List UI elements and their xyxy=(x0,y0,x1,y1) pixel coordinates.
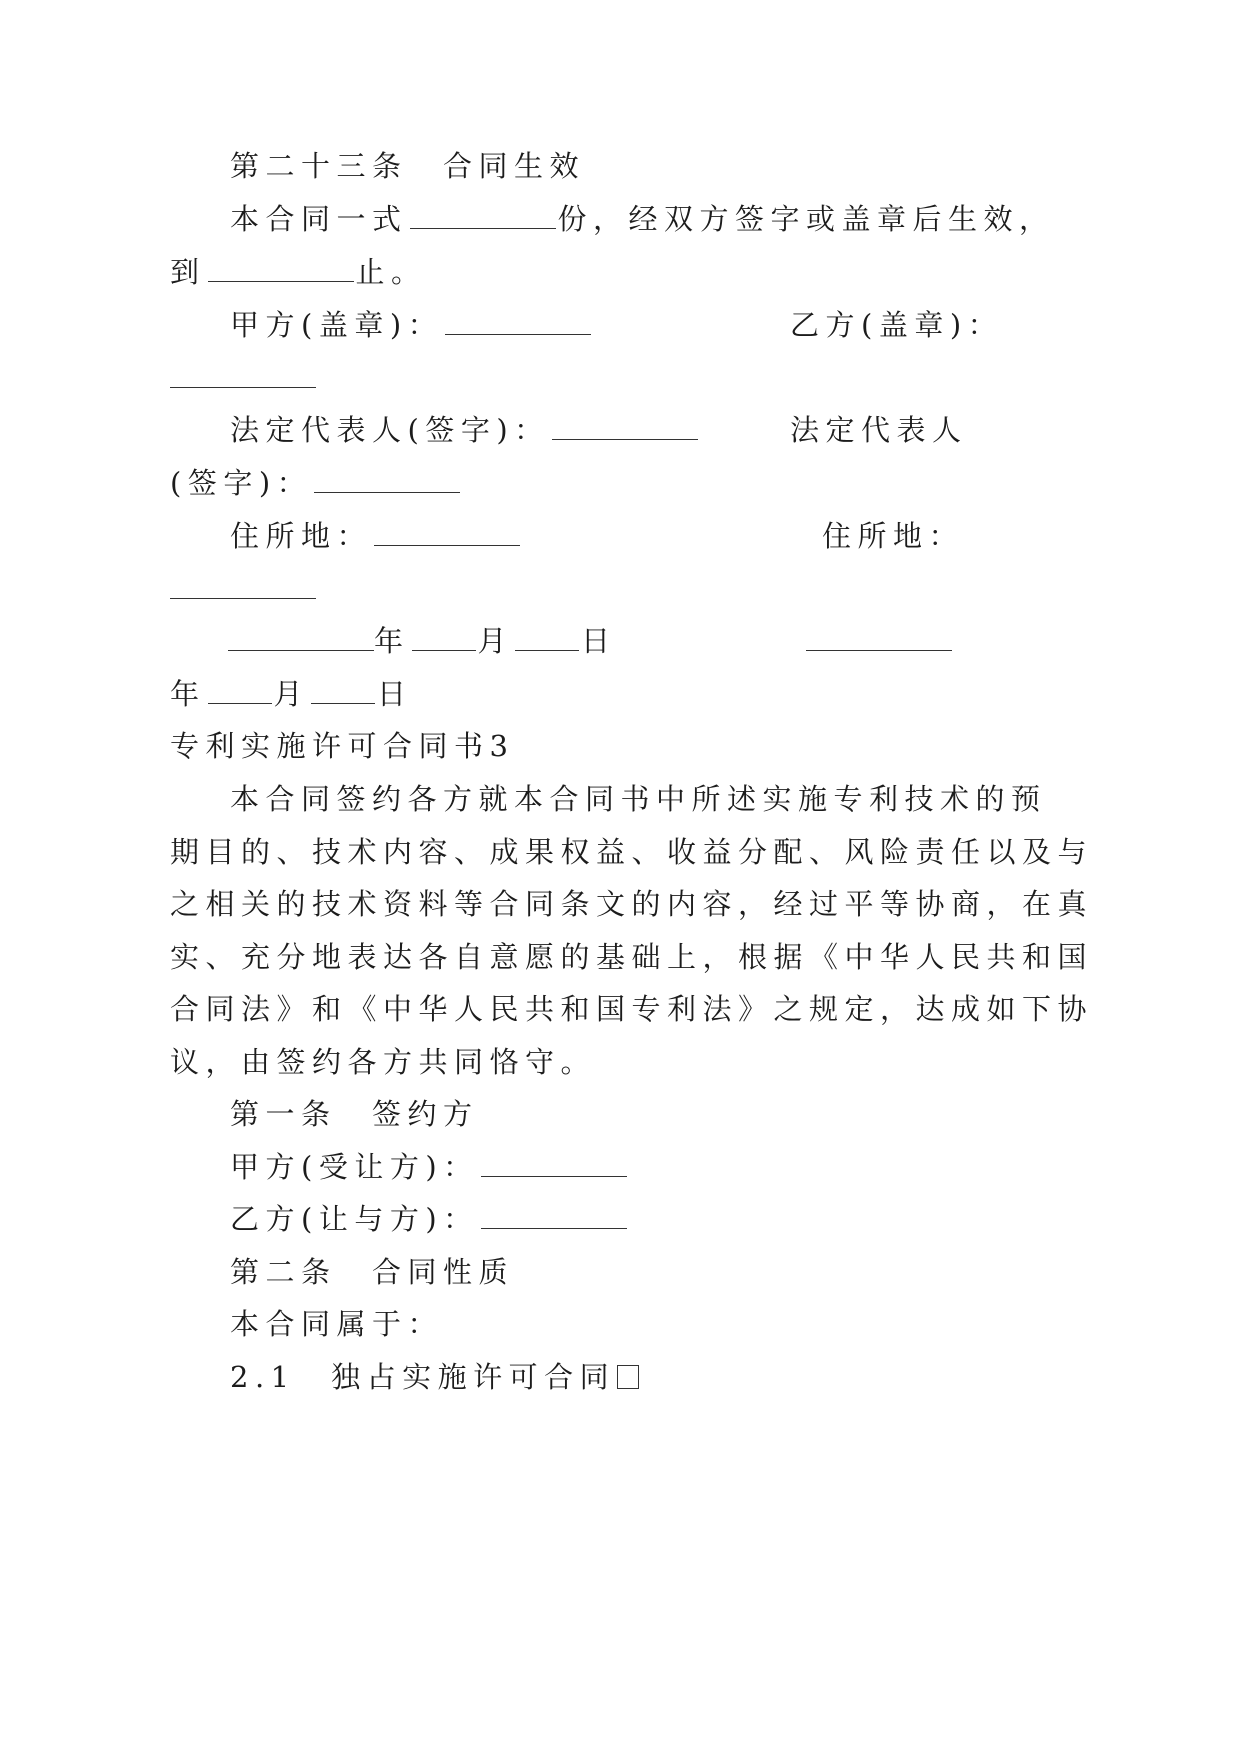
licensor-label: 乙方(让与方)： xyxy=(230,1202,479,1236)
article-23-paragraph-line-2 xyxy=(170,252,427,292)
text-segment: 本合同一式 xyxy=(230,202,408,236)
article-2-item-1-line xyxy=(230,1357,639,1397)
text-segment: 到 xyxy=(170,255,206,289)
party-a-seal-line xyxy=(230,305,593,345)
preamble-line-5: 合同法》和《中华人民共和国专利法》之规定，达成如下协 xyxy=(170,992,1094,1026)
exclusive-license-label: 2.1 独占实施许可合同 xyxy=(230,1360,616,1394)
party-a-seal-blank[interactable] xyxy=(445,310,591,335)
preamble-line-3: 之相关的技术资料等合同条文的内容，经过平等协商，在真 xyxy=(170,887,1094,921)
address-b-blank[interactable] xyxy=(170,574,316,599)
date-a-line xyxy=(228,621,617,661)
section-title: 专利实施许可合同书3 xyxy=(170,729,515,763)
year-label: 年 xyxy=(374,624,410,658)
day-label: 日 xyxy=(377,677,413,711)
article-1-party-a-line xyxy=(230,1147,629,1187)
date-a-month-blank[interactable] xyxy=(412,626,476,651)
licensee-blank[interactable] xyxy=(481,1152,627,1177)
date-a-year-blank[interactable] xyxy=(228,626,374,651)
article-23-title: 第二十三条 合同生效 xyxy=(230,149,586,183)
copies-blank[interactable] xyxy=(410,204,556,229)
legal-rep-a-label: 法定代表人(签字)： xyxy=(230,413,550,447)
legal-rep-b-label-cont: (签字)： xyxy=(170,466,313,500)
party-b-seal-line xyxy=(170,358,316,398)
article-23-paragraph-line-1 xyxy=(230,199,1055,239)
licensor-blank[interactable] xyxy=(481,1204,627,1229)
party-a-seal-label: 甲方(盖章)： xyxy=(230,308,444,342)
address-b-label: 住所地： xyxy=(822,519,965,553)
text-segment: 份，经双方签字或盖章后生效， xyxy=(557,202,1055,236)
address-a-line xyxy=(230,516,522,556)
day-label: 日 xyxy=(581,624,617,658)
year-label: 年 xyxy=(170,677,206,711)
address-a-label: 住所地： xyxy=(230,519,373,553)
exclusive-license-checkbox[interactable] xyxy=(617,1365,639,1389)
address-b-line xyxy=(170,569,316,609)
article-2-intro: 本合同属于： xyxy=(230,1307,444,1341)
date-b-day-blank[interactable] xyxy=(311,679,375,704)
address-a-blank[interactable] xyxy=(374,521,520,546)
month-label: 月 xyxy=(477,624,514,658)
legal-rep-b-line xyxy=(170,463,462,503)
date-b-year-line xyxy=(806,621,952,661)
article-1-title: 第一条 签约方 xyxy=(230,1097,479,1131)
party-b-seal-blank[interactable] xyxy=(170,363,316,388)
expiry-date-blank[interactable] xyxy=(208,257,354,282)
date-b-line xyxy=(170,674,413,714)
preamble-line-4: 实、充分地表达各自意愿的基础上，根据《中华人民共和国 xyxy=(170,940,1094,974)
article-2-title: 第二条 合同性质 xyxy=(230,1255,515,1289)
preamble-line-1: 本合同签约各方就本合同书中所述实施专利技术的预 xyxy=(230,782,1047,816)
article-1-party-b-line xyxy=(230,1199,629,1239)
legal-rep-a-blank[interactable] xyxy=(552,415,698,440)
text-segment: 止。 xyxy=(355,255,427,289)
preamble-line-6: 议，由签约各方共同恪守。 xyxy=(170,1045,597,1079)
date-b-year-blank[interactable] xyxy=(806,626,952,651)
licensee-label: 甲方(受让方)： xyxy=(230,1150,479,1184)
month-label: 月 xyxy=(273,677,310,711)
legal-rep-a-line xyxy=(230,410,700,450)
party-b-seal-label: 乙方(盖章)： xyxy=(790,308,1004,342)
date-a-day-blank[interactable] xyxy=(515,626,579,651)
date-b-month-blank[interactable] xyxy=(208,679,272,704)
legal-rep-b-blank[interactable] xyxy=(314,468,460,493)
legal-rep-b-label: 法定代表人 xyxy=(790,413,968,447)
preamble-line-2: 期目的、技术内容、成果权益、收益分配、风险责任以及与 xyxy=(170,835,1094,869)
